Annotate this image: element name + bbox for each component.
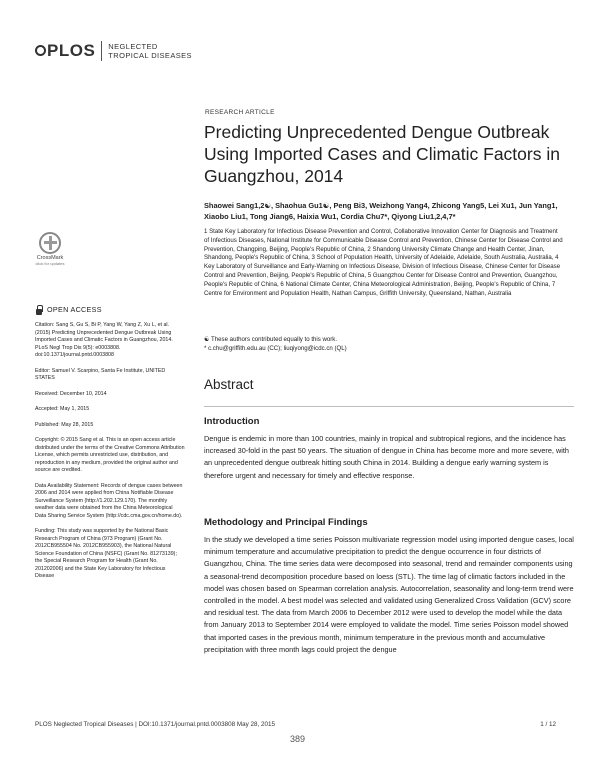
abstract-divider [204, 406, 574, 407]
author-notes [204, 336, 564, 354]
introduction-heading: Introduction [204, 416, 260, 427]
accepted-date: Accepted: May 1, 2015 [35, 406, 90, 412]
article-info-sidebar [35, 305, 185, 589]
funding: Funding: This study was supported by the National Basic Research Program of China (973 Program) (Grant No. 2012CB955504 No. 2012CB955903), the National Natural Science Foundation of China (NSFC) (Grant No. 81273139); the Special Research Program for Health (Grant No. 201202006) and the State Key Laboratory for Infectious Disease [35, 528, 177, 579]
corresponding-email[interactable]: * c.chu@griffith.edu.au (CC); liuqiyong@icdc.cn (QL) [204, 344, 347, 352]
crossmark-label: CrossMark [36, 255, 64, 261]
journal-line-1: NEGLECTED [108, 42, 158, 51]
footer-citation: PLOS Neglected Tropical Diseases | DOI:10.1371/journal.pntd.0003808 May 28, 2015 [35, 721, 276, 728]
crossmark-icon [39, 232, 61, 254]
editor: Editor: Samuel V. Scarpino, Santa Fe Institute, UNITED STATES [35, 367, 166, 381]
article-type: RESEARCH ARTICLE [205, 109, 275, 116]
crossmark-badge[interactable] [35, 232, 65, 266]
methods-heading: Methodology and Principal Findings [204, 517, 368, 528]
plos-ring-icon [35, 45, 46, 56]
plos-logo[interactable] [35, 41, 192, 61]
open-access-label: OPEN ACCESS [47, 305, 102, 315]
page-number: 1 / 12 [540, 721, 556, 728]
journal-name [108, 42, 192, 60]
copyright: Copyright: © 2015 Sang et al. This is an open access article distributed under the terms of the Creative Commons Attribution License, which permits unrestricted use, distribution, and reproduction in any medium, provided the original author and source are credited. [35, 437, 185, 473]
received-date: Received: December 10, 2014 [35, 390, 107, 397]
citation: Citation: Sang S, Gu S, Bi P, Yang W, Yang Z, Xu L, et al. (2015) Predicting Unprecedented Dengue Outbreak Using Imported Cases and Climatic Factors in Guangzhou, 2014. PLoS Negl Trop Dis 9(5): e0003808. doi:10.1371/journal.pntd.0003808 [35, 322, 173, 358]
logo-divider [101, 41, 102, 61]
crossmark-sublabel: click for updates [35, 261, 65, 266]
plos-wordmark: PLOS [35, 41, 95, 61]
methods-text: In the study we developed a time series Poisson multivariate regression model using imported dengue cases, local minimum temperature and accumulative precipitation to predict the dengue occurrence in four districts of Guangzhou, China. The time series data were decomposed into seasonal, trend and remainder components using a seasonal-trend decomposition procedure based on loess (STL). The time lag of climatic factors included in the model was chosen based on Spearman correlation analysis. Autocorrelation, seasonality and long-term trend were controlled in the model. A best model was selected and validated using Generalized Cross Validation (GCV) score and residual test. The data from March 2006 to December 2012 were used to develop the model while the data from January 2013 to September 2014 were employed to validate the model. Time series Poisson model showed that imported cases in the previous month, minimum temperature in the previous month and accumulative precipitation with three month lags could project the dengue [204, 535, 574, 654]
open-access-badge [35, 305, 185, 315]
page-stamp: 389 [290, 734, 306, 744]
author-list: Shaowei Sang1,2☯, Shaohua Gu1☯, Peng Bi3, Weizhong Yang4, Zhicong Yang5, Lei Xu1, Jun Yang1, Xiaobo Liu1, Tong Jiang6, Haixia Wu1, Cordia Chu7*, Qiyong Liu1,2,4,7* [204, 201, 558, 221]
journal-line-2: TROPICAL DISEASES [108, 51, 192, 60]
abstract-heading: Abstract [204, 377, 254, 392]
introduction-text: Dengue is endemic in more than 100 countries, mainly in tropical and subtropical regions, and the incidence has increased 30-fold in the past 50 years. The situation of dengue in China has become more and more severe, with an unprecedented dengue outbreak hitting south China in 2014. Building a dengue early warning system is therefore urgent and necessary for timely and effective response. [204, 434, 569, 480]
page-footer [35, 721, 556, 728]
open-lock-icon [35, 305, 43, 315]
affiliations: 1 State Key Laboratory for Infectious Disease Prevention and Control, Collaborative Innovation Center for Diagnosis and Treatment of Infectious Diseases, National Institute for Communicable Disease Control and Prevention, Chinese Center for Disease Control and Prevention, Changping, Beijing, People's Republic of China, 2 Shandong University Climate Change and Health Center, Jinan, Shandong, People's Republic of China, 3 School of Population Health, University of Adelaide, Adelaide, South Australia, Australia, 4 Key Laboratory of Surveillance and Early-Warning on Infectious Disease, Division of Infectious Disease, Chinese Center for Disease Control and Prevention, Beijing, People's Republic of China, 5 Guangzhou Center for Disease Control and Prevention, Guangzhou, People's Republic of China, 6 National Climate Center, China Meteorological Administration, Beijing, People's Republic of China, 7 Centre for Environment and Population Health, Nathan Campus, Griffith University, Queensland, Nathan, Australia [204, 228, 563, 297]
equal-contribution-note: ☯ These authors contributed equally to this work. [204, 336, 338, 343]
data-availability: Data Availability Statement: Records of dengue cases between 2006 and 2014 were applied from China Notifiable Disease Surveillance System (http://1.202.129.170). The monthly weather data were obtained from the China Meteorological Data Sharing Service System (http://cdc.cma.gov.cn/home.do). [35, 482, 183, 519]
published-date: Published: May 28, 2015 [35, 421, 94, 428]
article-title: Predicting Unprecedented Dengue Outbreak Using Imported Cases and Climatic Factors in Guangzhou, 2014 [204, 122, 560, 186]
